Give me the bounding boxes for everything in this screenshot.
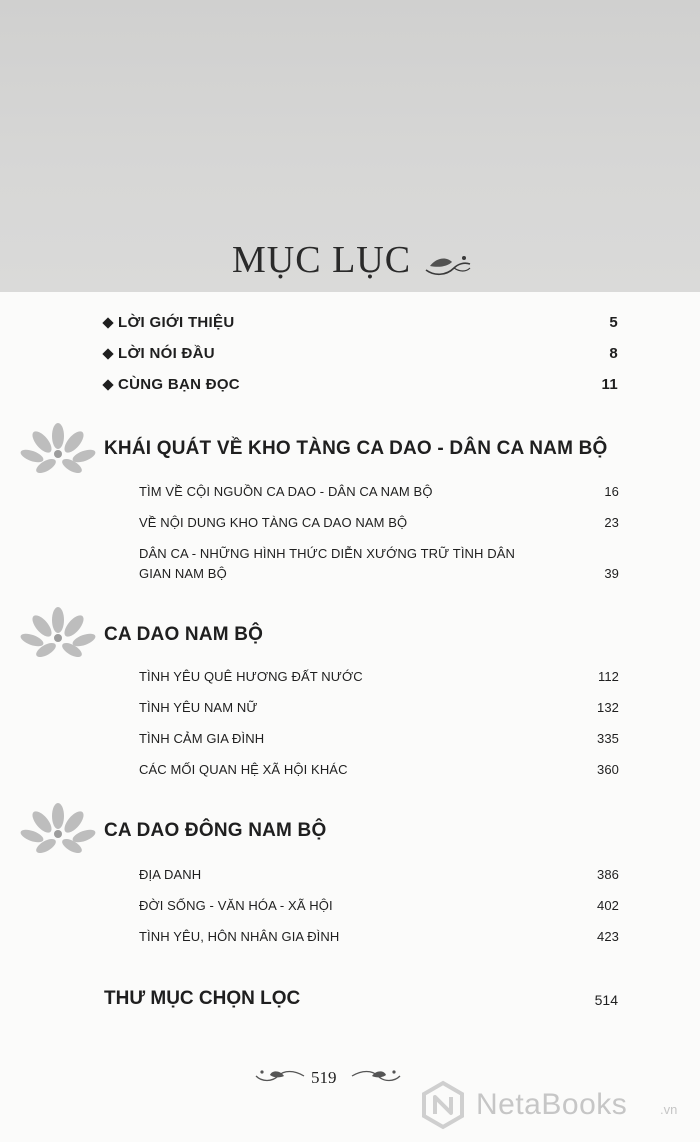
toc-entry-page: 112	[597, 669, 619, 684]
toc-entry[interactable]	[139, 698, 619, 718]
diamond-bullet-icon	[102, 317, 113, 328]
section-title[interactable]: CA DAO NAM BỘ	[104, 624, 264, 645]
toc-entry[interactable]	[139, 729, 619, 749]
toc-entry[interactable]	[139, 865, 619, 885]
toc-intro-page: 8	[609, 345, 618, 362]
flourish-ornament-icon	[424, 250, 472, 278]
diamond-bullet-icon	[102, 348, 113, 359]
toc-entry-page: 386	[597, 867, 619, 882]
diamond-bullet-icon	[102, 379, 113, 390]
lotus-ornament-icon	[16, 606, 98, 662]
bibliography-page: 514	[594, 992, 618, 1008]
footer-flourish-left-icon	[254, 1066, 306, 1086]
page-title: MỤC LỤC	[232, 239, 412, 281]
toc-entry-label: VỀ NỘI DUNG KHO TÀNG CA DAO NAM BỘ	[139, 515, 408, 530]
watermark	[418, 1078, 688, 1132]
toc-entry[interactable]	[139, 513, 619, 533]
toc-intro-label: CÙNG BẠN ĐỌC	[118, 376, 240, 393]
watermark-tld: .vn	[660, 1102, 678, 1117]
toc-entry[interactable]	[139, 896, 619, 916]
toc-entry[interactable]	[139, 760, 619, 780]
toc-intro-row[interactable]	[104, 376, 618, 400]
section-title[interactable]: CA DAO ĐÔNG NAM BỘ	[104, 820, 327, 841]
toc-entry-page: 132	[597, 700, 619, 715]
watermark-brand: NetaBooks	[476, 1088, 628, 1121]
lotus-ornament-icon	[16, 802, 98, 858]
toc-entry-page: 402	[597, 898, 619, 913]
toc-entry-label: TÌNH YÊU, HÔN NHÂN GIA ĐÌNH	[139, 929, 340, 944]
toc-entry-label: CÁC MỐI QUAN HỆ XÃ HỘI KHÁC	[139, 762, 348, 777]
toc-entry-page: 335	[597, 731, 619, 746]
toc-intro-label: LỜI GIỚI THIỆU	[118, 314, 235, 331]
toc-entry-label: TÌNH YÊU NAM NỮ	[139, 700, 258, 715]
toc-intro-label: LỜI NÓI ĐẦU	[118, 345, 215, 362]
toc-entry-page: 16	[604, 484, 619, 499]
toc-entry-page: 39	[604, 566, 619, 581]
hexagon-n-logo-icon	[418, 1080, 468, 1130]
toc-entry-label: TÌNH CẢM GIA ĐÌNH	[139, 731, 265, 746]
toc-intro-page: 5	[609, 314, 618, 331]
toc-intro-row[interactable]	[104, 345, 618, 369]
toc-intro-row[interactable]	[104, 314, 618, 338]
toc-entry-page: 423	[597, 929, 619, 944]
footer-flourish-right-icon	[350, 1066, 402, 1086]
toc-entry-label: TÌNH YÊU QUÊ HƯƠNG ĐẤT NƯỚC	[139, 669, 363, 684]
toc-entry-page: 360	[597, 762, 619, 777]
toc-entry-label: ĐỜI SỐNG - VĂN HÓA - XÃ HỘI	[139, 898, 333, 913]
toc-intro-page: 11	[601, 376, 618, 393]
bibliography-label: THƯ MỤC CHỌN LỌC	[104, 988, 301, 1009]
toc-entry[interactable]	[139, 482, 619, 502]
toc-bibliography-row[interactable]	[104, 988, 618, 1014]
page-number: 519	[311, 1068, 337, 1087]
section-title[interactable]: KHÁI QUÁT VỀ KHO TÀNG CA DAO - DÂN CA NAM BỘ	[104, 438, 608, 459]
toc-entry-label: ĐỊA DANH	[139, 867, 202, 882]
toc-entry-label: TÌM VỀ CỘI NGUỒN CA DAO - DÂN CA NAM BỘ	[139, 484, 433, 499]
toc-entry-label: DÂN CA - NHỮNG HÌNH THỨC DIỄN XƯỚNG TRỮ TÌNH DÂN GIAN NAM BỘ	[139, 546, 515, 581]
toc-entry[interactable]	[139, 927, 619, 947]
lotus-ornament-icon	[16, 422, 98, 478]
toc-entry-page: 23	[604, 515, 619, 530]
toc-entry[interactable]	[139, 544, 619, 584]
toc-entry[interactable]	[139, 667, 619, 687]
